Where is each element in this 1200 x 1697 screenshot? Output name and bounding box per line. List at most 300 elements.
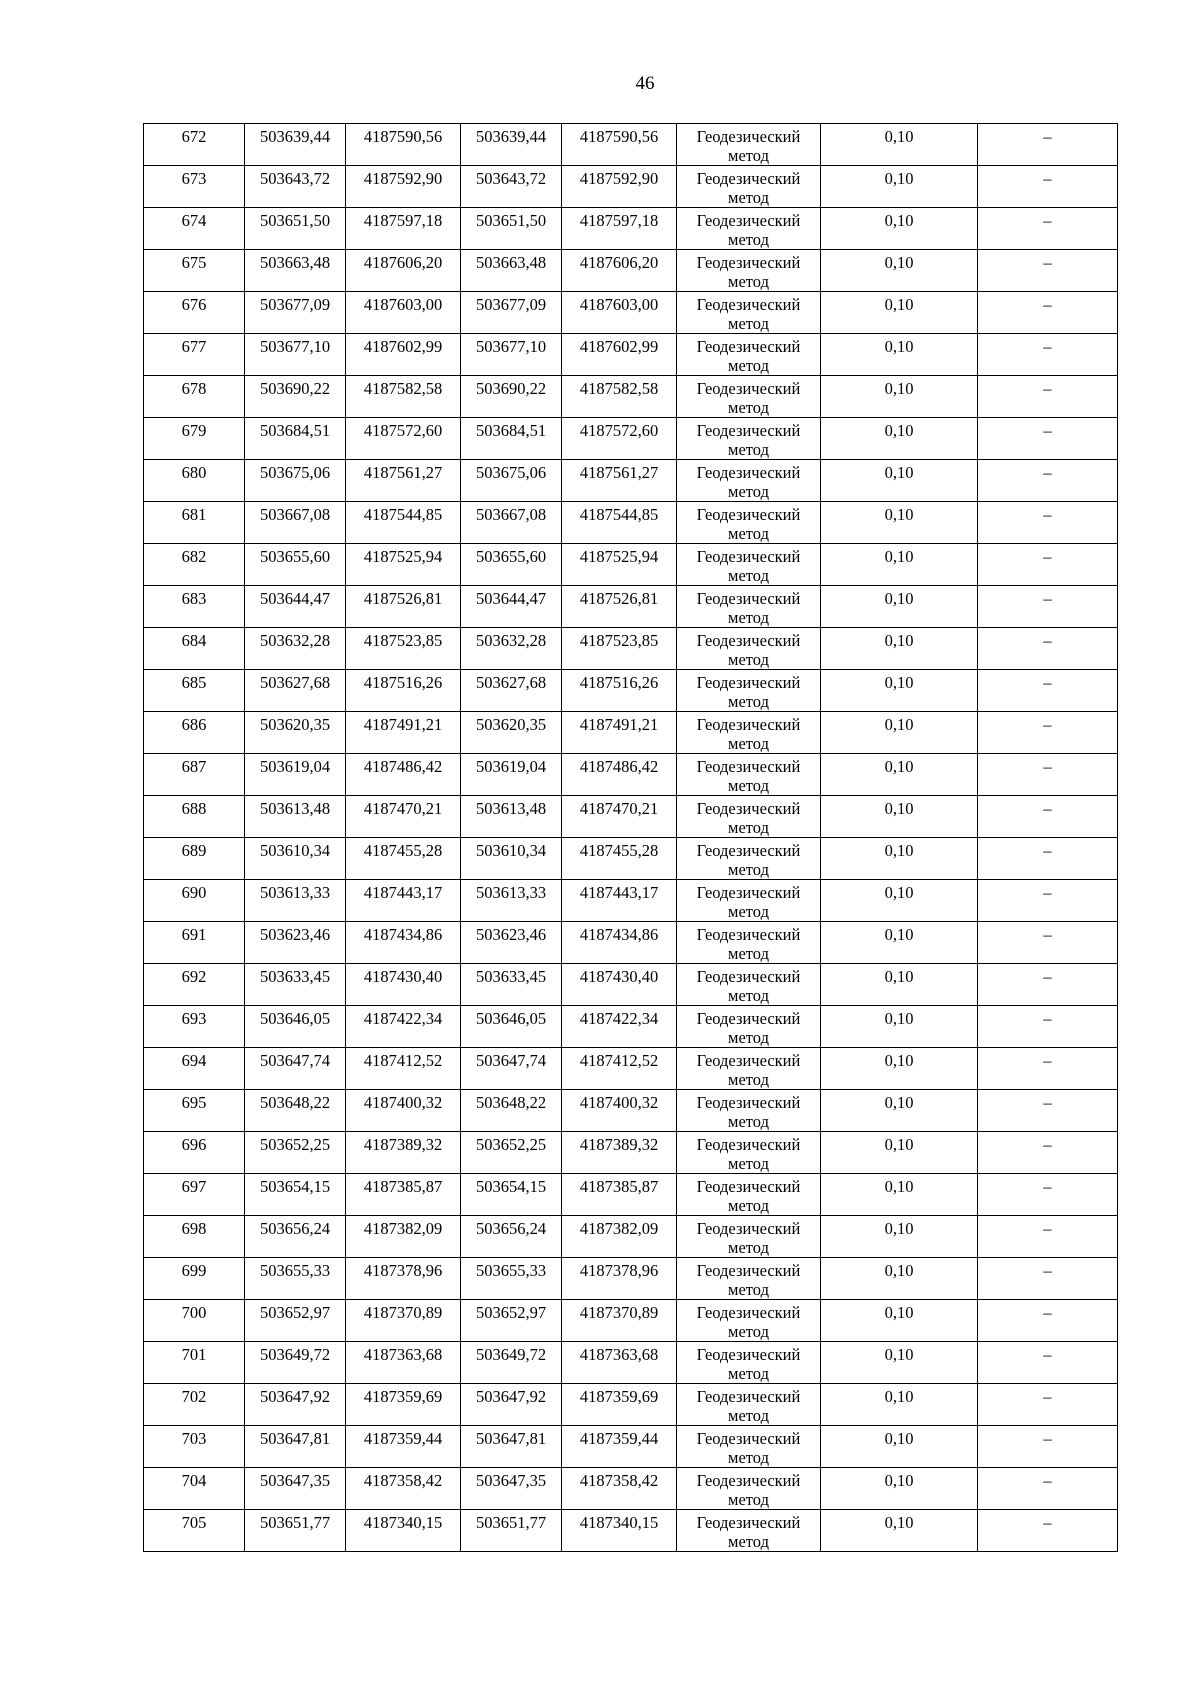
refined-y-cell bbox=[562, 334, 677, 376]
cell-text: 0,10 bbox=[884, 883, 914, 902]
table-row bbox=[144, 1384, 1118, 1426]
cell-text: 0,10 bbox=[884, 757, 914, 776]
cell-text: Геодезический метод bbox=[696, 295, 801, 333]
cell-text: 503627,68 bbox=[259, 673, 331, 692]
description-cell bbox=[978, 250, 1118, 292]
cell-text: 681 bbox=[181, 505, 207, 524]
cell-text: – bbox=[1043, 1219, 1052, 1238]
cell-text: Геодезический метод bbox=[696, 1051, 801, 1089]
cell-text: 4187544,85 bbox=[363, 505, 443, 524]
method-cell bbox=[677, 1426, 821, 1468]
refined-x-cell bbox=[461, 502, 562, 544]
cell-text: 503639,44 bbox=[475, 127, 547, 146]
cell-text: 4187430,40 bbox=[579, 967, 659, 986]
cell-text: 685 bbox=[181, 673, 207, 692]
cell-text: Геодезический метод bbox=[696, 799, 801, 837]
cell-text: 689 bbox=[181, 841, 207, 860]
cell-text: 503613,33 bbox=[475, 883, 547, 902]
accuracy-cell bbox=[821, 1132, 978, 1174]
description-cell bbox=[978, 796, 1118, 838]
existing-y-cell bbox=[346, 754, 461, 796]
cell-text: 678 bbox=[181, 379, 207, 398]
cell-text: 503644,47 bbox=[259, 589, 331, 608]
cell-text: 4187572,60 bbox=[363, 421, 443, 440]
method-cell bbox=[677, 964, 821, 1006]
cell-text: 4187412,52 bbox=[579, 1051, 659, 1070]
cell-text: – bbox=[1043, 925, 1052, 944]
cell-text: 503646,05 bbox=[259, 1009, 331, 1028]
point-number-cell bbox=[144, 460, 245, 502]
cell-text: 702 bbox=[181, 1387, 207, 1406]
cell-text: – bbox=[1043, 127, 1052, 146]
cell-text: 699 bbox=[181, 1261, 207, 1280]
point-number-cell bbox=[144, 376, 245, 418]
existing-y-cell bbox=[346, 1426, 461, 1468]
cell-text: – bbox=[1043, 1135, 1052, 1154]
existing-x-cell bbox=[245, 1342, 346, 1384]
table-row bbox=[144, 1216, 1118, 1258]
cell-text: 0,10 bbox=[884, 1219, 914, 1238]
cell-text: 677 bbox=[181, 337, 207, 356]
method-cell bbox=[677, 586, 821, 628]
accuracy-cell bbox=[821, 1216, 978, 1258]
cell-text: – bbox=[1043, 505, 1052, 524]
method-cell bbox=[677, 1006, 821, 1048]
cell-text: 503656,24 bbox=[259, 1219, 331, 1238]
cell-text: 0,10 bbox=[884, 421, 914, 440]
existing-x-cell bbox=[245, 502, 346, 544]
refined-x-cell bbox=[461, 1174, 562, 1216]
cell-text: 4187443,17 bbox=[579, 883, 659, 902]
cell-text: 0,10 bbox=[884, 295, 914, 314]
method-cell bbox=[677, 418, 821, 460]
cell-text: 683 bbox=[181, 589, 207, 608]
description-cell bbox=[978, 418, 1118, 460]
table-row bbox=[144, 1258, 1118, 1300]
cell-text: 503633,45 bbox=[475, 967, 547, 986]
cell-text: Геодезический метод bbox=[696, 1093, 801, 1131]
existing-y-cell bbox=[346, 1006, 461, 1048]
cell-text: – bbox=[1043, 211, 1052, 230]
cell-text: 4187359,69 bbox=[579, 1387, 659, 1406]
cell-text: 0,10 bbox=[884, 1051, 914, 1070]
existing-x-cell bbox=[245, 754, 346, 796]
cell-text: 0,10 bbox=[884, 1261, 914, 1280]
method-cell bbox=[677, 544, 821, 586]
method-cell bbox=[677, 1342, 821, 1384]
cell-text: – bbox=[1043, 967, 1052, 986]
cell-text: Геодезический метод bbox=[696, 1009, 801, 1047]
cell-text: 4187603,00 bbox=[579, 295, 659, 314]
accuracy-cell bbox=[821, 1384, 978, 1426]
existing-x-cell bbox=[245, 964, 346, 1006]
cell-text: Геодезический метод bbox=[696, 883, 801, 921]
existing-y-cell bbox=[346, 1468, 461, 1510]
cell-text: – bbox=[1043, 421, 1052, 440]
cell-text: 4187491,21 bbox=[363, 715, 443, 734]
accuracy-cell bbox=[821, 334, 978, 376]
cell-text: 4187602,99 bbox=[363, 337, 443, 356]
cell-text: Геодезический метод bbox=[696, 757, 801, 795]
cell-text: 4187358,42 bbox=[579, 1471, 659, 1490]
refined-x-cell bbox=[461, 838, 562, 880]
cell-text: Геодезический метод bbox=[696, 1471, 801, 1509]
cell-text: – bbox=[1043, 589, 1052, 608]
point-number-cell bbox=[144, 1342, 245, 1384]
cell-text: 503667,08 bbox=[475, 505, 547, 524]
table-row bbox=[144, 376, 1118, 418]
cell-text: 503644,47 bbox=[475, 589, 547, 608]
cell-text: 503651,50 bbox=[259, 211, 331, 230]
existing-x-cell bbox=[245, 1132, 346, 1174]
cell-text: 4187389,32 bbox=[363, 1135, 443, 1154]
cell-text: 697 bbox=[181, 1177, 207, 1196]
cell-text: 503619,04 bbox=[475, 757, 547, 776]
cell-text: 4187602,99 bbox=[579, 337, 659, 356]
table-row bbox=[144, 166, 1118, 208]
accuracy-cell bbox=[821, 418, 978, 460]
cell-text: 690 bbox=[181, 883, 207, 902]
cell-text: 4187572,60 bbox=[579, 421, 659, 440]
existing-x-cell bbox=[245, 418, 346, 460]
accuracy-cell bbox=[821, 1258, 978, 1300]
method-cell bbox=[677, 712, 821, 754]
accuracy-cell bbox=[821, 796, 978, 838]
description-cell bbox=[978, 712, 1118, 754]
description-cell bbox=[978, 1510, 1118, 1552]
cell-text: 4187486,42 bbox=[363, 757, 443, 776]
refined-x-cell bbox=[461, 418, 562, 460]
refined-x-cell bbox=[461, 1048, 562, 1090]
point-number-cell bbox=[144, 838, 245, 880]
accuracy-cell bbox=[821, 670, 978, 712]
cell-text: 503632,28 bbox=[475, 631, 547, 650]
accuracy-cell bbox=[821, 376, 978, 418]
table-row bbox=[144, 250, 1118, 292]
point-number-cell bbox=[144, 1048, 245, 1090]
cell-text: 695 bbox=[181, 1093, 207, 1112]
cell-text: 0,10 bbox=[884, 253, 914, 272]
cell-text: 503620,35 bbox=[259, 715, 331, 734]
existing-x-cell bbox=[245, 1258, 346, 1300]
cell-text: 4187590,56 bbox=[579, 127, 659, 146]
cell-text: 503684,51 bbox=[259, 421, 331, 440]
cell-text: 0,10 bbox=[884, 1513, 914, 1532]
table-row bbox=[144, 460, 1118, 502]
cell-text: 684 bbox=[181, 631, 207, 650]
description-cell bbox=[978, 502, 1118, 544]
accuracy-cell bbox=[821, 1510, 978, 1552]
cell-text: 0,10 bbox=[884, 967, 914, 986]
cell-text: – bbox=[1043, 169, 1052, 188]
existing-y-cell bbox=[346, 586, 461, 628]
cell-text: 4187491,21 bbox=[579, 715, 659, 734]
cell-text: 503655,33 bbox=[259, 1261, 331, 1280]
method-cell bbox=[677, 838, 821, 880]
existing-y-cell bbox=[346, 922, 461, 964]
cell-text: 503677,09 bbox=[259, 295, 331, 314]
cell-text: 4187516,26 bbox=[363, 673, 443, 692]
existing-x-cell bbox=[245, 1174, 346, 1216]
existing-y-cell bbox=[346, 1132, 461, 1174]
cell-text: 503663,48 bbox=[475, 253, 547, 272]
accuracy-cell bbox=[821, 1090, 978, 1132]
description-cell bbox=[978, 1468, 1118, 1510]
cell-text: 700 bbox=[181, 1303, 207, 1322]
cell-text: 4187378,96 bbox=[579, 1261, 659, 1280]
cell-text: 4187370,89 bbox=[363, 1303, 443, 1322]
cell-text: 503643,72 bbox=[259, 169, 331, 188]
refined-y-cell bbox=[562, 586, 677, 628]
refined-x-cell bbox=[461, 292, 562, 334]
description-cell bbox=[978, 124, 1118, 166]
description-cell bbox=[978, 292, 1118, 334]
cell-text: 503647,81 bbox=[259, 1429, 331, 1448]
cell-text: Геодезический метод bbox=[696, 379, 801, 417]
cell-text: 4187606,20 bbox=[363, 253, 443, 272]
refined-x-cell bbox=[461, 1342, 562, 1384]
table-row bbox=[144, 1048, 1118, 1090]
existing-x-cell bbox=[245, 250, 346, 292]
cell-text: – bbox=[1043, 1009, 1052, 1028]
cell-text: – bbox=[1043, 1177, 1052, 1196]
refined-y-cell bbox=[562, 1132, 677, 1174]
table-row bbox=[144, 586, 1118, 628]
existing-y-cell bbox=[346, 1510, 461, 1552]
cell-text: 4187455,28 bbox=[363, 841, 443, 860]
point-number-cell bbox=[144, 334, 245, 376]
description-cell bbox=[978, 1132, 1118, 1174]
cell-text: Геодезический метод bbox=[696, 1177, 801, 1215]
description-cell bbox=[978, 1384, 1118, 1426]
cell-text: Геодезический метод bbox=[696, 127, 801, 165]
cell-text: 503675,06 bbox=[259, 463, 331, 482]
cell-text: 694 bbox=[181, 1051, 207, 1070]
cell-text: 680 bbox=[181, 463, 207, 482]
existing-x-cell bbox=[245, 544, 346, 586]
accuracy-cell bbox=[821, 460, 978, 502]
point-number-cell bbox=[144, 1216, 245, 1258]
existing-y-cell bbox=[346, 1300, 461, 1342]
point-number-cell bbox=[144, 1174, 245, 1216]
table-row bbox=[144, 1006, 1118, 1048]
cell-text: 4187455,28 bbox=[579, 841, 659, 860]
accuracy-cell bbox=[821, 166, 978, 208]
accuracy-cell bbox=[821, 1468, 978, 1510]
existing-y-cell bbox=[346, 838, 461, 880]
coordinates-table bbox=[143, 123, 1118, 1552]
point-number-cell bbox=[144, 502, 245, 544]
refined-x-cell bbox=[461, 1132, 562, 1174]
method-cell bbox=[677, 208, 821, 250]
refined-x-cell bbox=[461, 376, 562, 418]
cell-text: 0,10 bbox=[884, 1135, 914, 1154]
existing-y-cell bbox=[346, 166, 461, 208]
cell-text: – bbox=[1043, 1261, 1052, 1280]
refined-y-cell bbox=[562, 796, 677, 838]
cell-text: 0,10 bbox=[884, 169, 914, 188]
cell-text: Геодезический метод bbox=[696, 631, 801, 669]
method-cell bbox=[677, 1384, 821, 1426]
cell-text: Геодезический метод bbox=[696, 211, 801, 249]
accuracy-cell bbox=[821, 1174, 978, 1216]
description-cell bbox=[978, 208, 1118, 250]
point-number-cell bbox=[144, 754, 245, 796]
method-cell bbox=[677, 1300, 821, 1342]
table-row bbox=[144, 670, 1118, 712]
table-row bbox=[144, 754, 1118, 796]
accuracy-cell bbox=[821, 208, 978, 250]
table-body bbox=[144, 124, 1118, 1552]
cell-text: 503649,72 bbox=[475, 1345, 547, 1364]
table-row bbox=[144, 1300, 1118, 1342]
cell-text: – bbox=[1043, 883, 1052, 902]
cell-text: 0,10 bbox=[884, 1471, 914, 1490]
cell-text: 4187389,32 bbox=[579, 1135, 659, 1154]
cell-text: 503610,34 bbox=[259, 841, 331, 860]
refined-x-cell bbox=[461, 880, 562, 922]
refined-y-cell bbox=[562, 1300, 677, 1342]
refined-y-cell bbox=[562, 1510, 677, 1552]
refined-x-cell bbox=[461, 334, 562, 376]
cell-text: – bbox=[1043, 463, 1052, 482]
cell-text: 0,10 bbox=[884, 589, 914, 608]
point-number-cell bbox=[144, 1468, 245, 1510]
existing-x-cell bbox=[245, 1468, 346, 1510]
point-number-cell bbox=[144, 1300, 245, 1342]
cell-text: Геодезический метод bbox=[696, 463, 801, 501]
point-number-cell bbox=[144, 1426, 245, 1468]
cell-text: 503690,22 bbox=[475, 379, 547, 398]
refined-y-cell bbox=[562, 1384, 677, 1426]
existing-y-cell bbox=[346, 1258, 461, 1300]
cell-text: 0,10 bbox=[884, 1009, 914, 1028]
method-cell bbox=[677, 460, 821, 502]
refined-x-cell bbox=[461, 964, 562, 1006]
description-cell bbox=[978, 628, 1118, 670]
cell-text: 503655,60 bbox=[475, 547, 547, 566]
method-cell bbox=[677, 124, 821, 166]
method-cell bbox=[677, 376, 821, 418]
existing-x-cell bbox=[245, 1216, 346, 1258]
cell-text: Геодезический метод bbox=[696, 421, 801, 459]
cell-text: Геодезический метод bbox=[696, 547, 801, 585]
table-row bbox=[144, 838, 1118, 880]
cell-text: 4187400,32 bbox=[363, 1093, 443, 1112]
cell-text: 503651,50 bbox=[475, 211, 547, 230]
cell-text: 503677,10 bbox=[259, 337, 331, 356]
cell-text: 503623,46 bbox=[259, 925, 331, 944]
description-cell bbox=[978, 880, 1118, 922]
cell-text: 503651,77 bbox=[475, 1513, 547, 1532]
cell-text: 503610,34 bbox=[475, 841, 547, 860]
method-cell bbox=[677, 250, 821, 292]
refined-y-cell bbox=[562, 1426, 677, 1468]
cell-text: 4187370,89 bbox=[579, 1303, 659, 1322]
method-cell bbox=[677, 628, 821, 670]
existing-y-cell bbox=[346, 628, 461, 670]
cell-text: 0,10 bbox=[884, 1429, 914, 1448]
method-cell bbox=[677, 1258, 821, 1300]
cell-text: 503648,22 bbox=[259, 1093, 331, 1112]
description-cell bbox=[978, 964, 1118, 1006]
refined-x-cell bbox=[461, 1468, 562, 1510]
method-cell bbox=[677, 922, 821, 964]
refined-x-cell bbox=[461, 1090, 562, 1132]
accuracy-cell bbox=[821, 1300, 978, 1342]
existing-y-cell bbox=[346, 1216, 461, 1258]
cell-text: Геодезический метод bbox=[696, 505, 801, 543]
table-row bbox=[144, 964, 1118, 1006]
accuracy-cell bbox=[821, 124, 978, 166]
refined-y-cell bbox=[562, 1048, 677, 1090]
refined-y-cell bbox=[562, 670, 677, 712]
cell-text: 4187561,27 bbox=[579, 463, 659, 482]
description-cell bbox=[978, 1174, 1118, 1216]
existing-y-cell bbox=[346, 1174, 461, 1216]
cell-text: 691 bbox=[181, 925, 207, 944]
point-number-cell bbox=[144, 628, 245, 670]
cell-text: – bbox=[1043, 715, 1052, 734]
accuracy-cell bbox=[821, 922, 978, 964]
table-row bbox=[144, 334, 1118, 376]
cell-text: 503613,48 bbox=[475, 799, 547, 818]
existing-x-cell bbox=[245, 628, 346, 670]
refined-y-cell bbox=[562, 880, 677, 922]
cell-text: 4187592,90 bbox=[579, 169, 659, 188]
table-row bbox=[144, 418, 1118, 460]
cell-text: 687 bbox=[181, 757, 207, 776]
cell-text: 4187412,52 bbox=[363, 1051, 443, 1070]
accuracy-cell bbox=[821, 1006, 978, 1048]
cell-text: 0,10 bbox=[884, 505, 914, 524]
cell-text: – bbox=[1043, 1051, 1052, 1070]
method-cell bbox=[677, 1510, 821, 1552]
description-cell bbox=[978, 460, 1118, 502]
method-cell bbox=[677, 334, 821, 376]
cell-text: 4187582,58 bbox=[579, 379, 659, 398]
method-cell bbox=[677, 754, 821, 796]
cell-text: 503652,97 bbox=[475, 1303, 547, 1322]
table-row bbox=[144, 292, 1118, 334]
method-cell bbox=[677, 796, 821, 838]
table-row bbox=[144, 1468, 1118, 1510]
cell-text: Геодезический метод bbox=[696, 1387, 801, 1425]
cell-text: 4187378,96 bbox=[363, 1261, 443, 1280]
table-row bbox=[144, 712, 1118, 754]
existing-x-cell bbox=[245, 292, 346, 334]
cell-text: 4187526,81 bbox=[363, 589, 443, 608]
cell-text: 503655,33 bbox=[475, 1261, 547, 1280]
cell-text: 503643,72 bbox=[475, 169, 547, 188]
cell-text: 675 bbox=[181, 253, 207, 272]
refined-y-cell bbox=[562, 460, 677, 502]
cell-text: 503649,72 bbox=[259, 1345, 331, 1364]
table-row bbox=[144, 628, 1118, 670]
cell-text: 4187582,58 bbox=[363, 379, 443, 398]
point-number-cell bbox=[144, 1132, 245, 1174]
cell-text: 4187385,87 bbox=[579, 1177, 659, 1196]
cell-text: Геодезический метод bbox=[696, 1303, 801, 1341]
accuracy-cell bbox=[821, 502, 978, 544]
method-cell bbox=[677, 1216, 821, 1258]
cell-text: Геодезический метод bbox=[696, 1345, 801, 1383]
cell-text: 503613,33 bbox=[259, 883, 331, 902]
existing-y-cell bbox=[346, 418, 461, 460]
point-number-cell bbox=[144, 1384, 245, 1426]
cell-text: 0,10 bbox=[884, 1093, 914, 1112]
table-row bbox=[144, 502, 1118, 544]
